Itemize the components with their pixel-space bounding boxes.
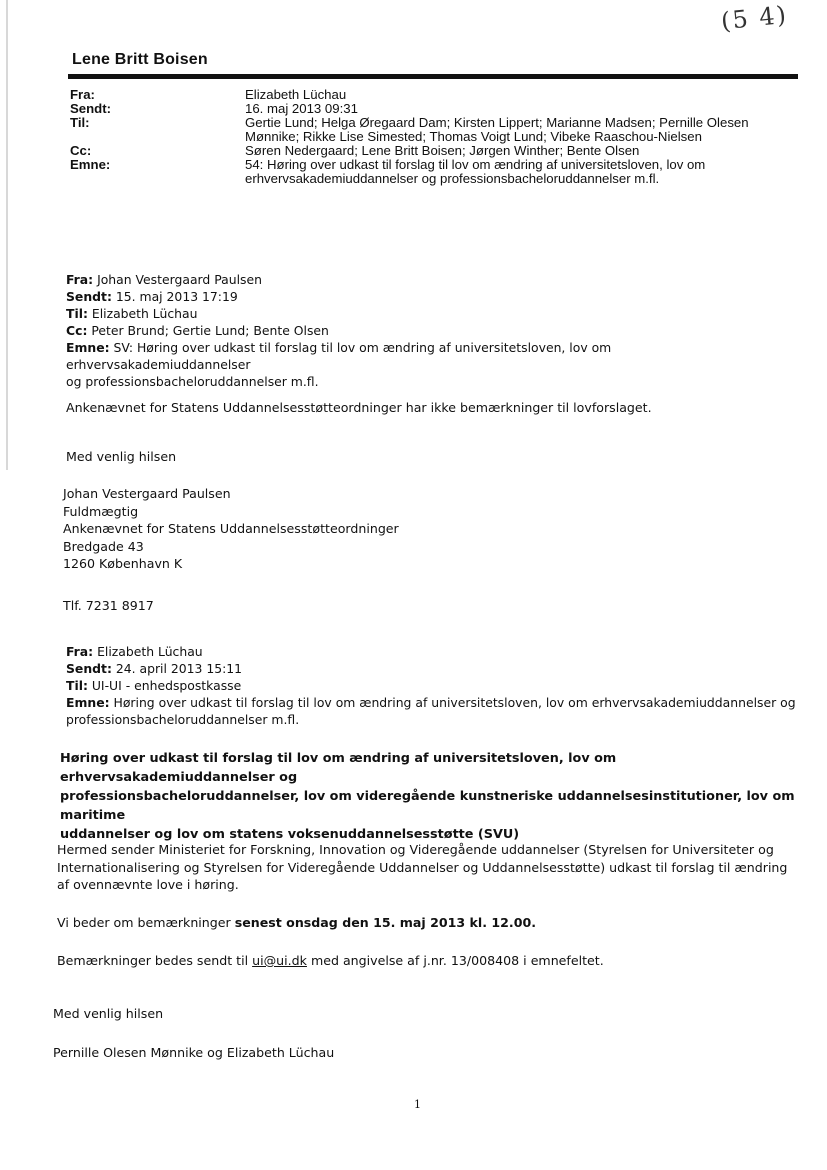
headline-line-1: Høring over udkast til forslag til lov om ændring af universitetsloven, lov om erhvervsakademiuddannelser og (60, 751, 617, 785)
submission-suffix: med angivelse af j.nr. 13/008408 i emnefeltet. (306, 953, 604, 968)
fwd1-cc-label: Cc: (66, 323, 88, 338)
fwd2-subject-line1: Høring over udkast til forslag til lov om ændring af universitetsloven, lov om erhvervsakademiuddannelser og (113, 695, 796, 710)
fwd2-subject-line2: professionsbacheloruddannelser m.fl. (66, 712, 300, 727)
subject-value-line2: erhvervsakademiuddannelser og professionsbacheloruddannelser m.fl. (245, 171, 660, 186)
header-rule (68, 74, 798, 79)
fwd1-from-label: Fra: (66, 272, 94, 287)
handwritten-number: (5 4) (719, 0, 790, 36)
fwd2-to: UI-UI - enhedspostkasse (91, 678, 242, 693)
fwd1-from: Johan Vestergaard Paulsen (97, 272, 262, 287)
remark-text: Ankenævnet for Statens Uddannelsesstøtteordninger har ikke bemærkninger til lovforslaget. (66, 400, 652, 415)
fwd1-to-label: Til: (66, 306, 88, 321)
from-label: Fra: (70, 87, 95, 102)
fwd2-from-label: Fra: (66, 644, 94, 659)
signature-block (63, 485, 399, 573)
signoff: Pernille Olesen Mønnike og Elizabeth Lüchau (53, 1045, 335, 1060)
sent-value: 16. maj 2013 09:31 (245, 101, 358, 116)
to-value-line1: Gertie Lund; Helga Øregaard Dam; Kirsten Lippert; Marianne Madsen; Pernille Olesen (245, 115, 749, 130)
sig-phone: Tlf. 7231 8917 (63, 598, 154, 613)
deadline-date: senest onsdag den 15. maj 2013 kl. 12.00. (234, 915, 537, 930)
subject-label: Emne: (70, 157, 111, 172)
to-label: Til: (70, 115, 90, 130)
fwd2-from: Elizabeth Lüchau (97, 644, 203, 659)
forwarded-header-1 (66, 271, 796, 390)
hearing-paragraph (57, 841, 797, 894)
para1-line-3: af ovennævnte love i høring. (57, 877, 239, 892)
from-value: Elizabeth Lüchau (245, 87, 347, 102)
email-link[interactable]: ui@ui.dk (252, 953, 307, 968)
fwd1-cc: Peter Brund; Gertie Lund; Bente Olsen (91, 323, 329, 338)
headline-line-3: uddannelser og lov om statens voksenuddannelsesstøtte (SVU) (60, 827, 520, 842)
fwd2-sent: 24. april 2013 15:11 (115, 661, 243, 676)
sig-name: Johan Vestergaard Paulsen (63, 486, 231, 501)
sent-label: Sendt: (70, 101, 112, 116)
greeting-2: Med venlig hilsen (53, 1006, 164, 1021)
fwd1-sent: 15. maj 2013 17:19 (115, 289, 238, 304)
para1-line-2: Internationalisering og Styrelsen for Videregående Uddannelser og Uddannelsesstøtte) udkast til forslag til ændring (57, 859, 788, 875)
sig-org: Ankenævnet for Statens Uddannelsesstøtteordninger (63, 521, 399, 536)
fwd1-to: Elizabeth Lüchau (91, 306, 198, 321)
page-number: 1 (414, 1098, 421, 1111)
deadline-paragraph (57, 914, 536, 932)
greeting-1: Med venlig hilsen (66, 449, 177, 464)
headline-line-2: professionsbacheloruddannelser, lov om videregående kunstneriske uddannelsesinstitutioner, lov om maritime (60, 789, 795, 823)
email-header (70, 88, 790, 186)
forwarded-header-2 (66, 643, 796, 728)
sig-title: Fuldmægtig (63, 503, 139, 519)
submission-paragraph (57, 952, 604, 970)
fwd1-subject-line1: SV: Høring over udkast til forslag til lov om ændring af universitetsloven, lov om erhvervsakademiuddannelser (66, 340, 612, 372)
scan-edge-mark (6, 0, 8, 470)
sig-city: 1260 København K (63, 556, 183, 571)
fwd2-sent-label: Sendt: (66, 661, 112, 676)
fwd1-subject-label: Emne: (66, 340, 110, 355)
fwd2-subject-label: Emne: (66, 695, 110, 710)
fwd1-subject-line2: og professionsbacheloruddannelser m.fl. (66, 374, 319, 389)
subject-value-line1: 54: Høring over udkast til forslag til lov om ændring af universitetsloven, lov om (245, 157, 706, 172)
mailbox-owner-name: Lene Britt Boisen (72, 51, 208, 68)
sig-street: Bredgade 43 (63, 538, 144, 554)
submission-prefix: Bemærkninger bedes sendt til (57, 953, 253, 968)
para1-line-1: Hermed sender Ministeriet for Forskning, Innovation og Videregående uddannelser (Styrelsen for Universiteter og (57, 842, 774, 857)
cc-label: Cc: (70, 143, 92, 158)
deadline-prefix: Vi beder om bemærkninger (57, 915, 235, 930)
fwd2-to-label: Til: (66, 678, 88, 693)
hearing-headline (60, 749, 800, 844)
cc-value: Søren Nedergaard; Lene Britt Boisen; Jørgen Winther; Bente Olsen (245, 143, 640, 158)
to-value-line2: Mønnike; Rikke Lise Simested; Thomas Voigt Lund; Vibeke Raaschou-Nielsen (245, 129, 702, 144)
fwd1-sent-label: Sendt: (66, 289, 112, 304)
